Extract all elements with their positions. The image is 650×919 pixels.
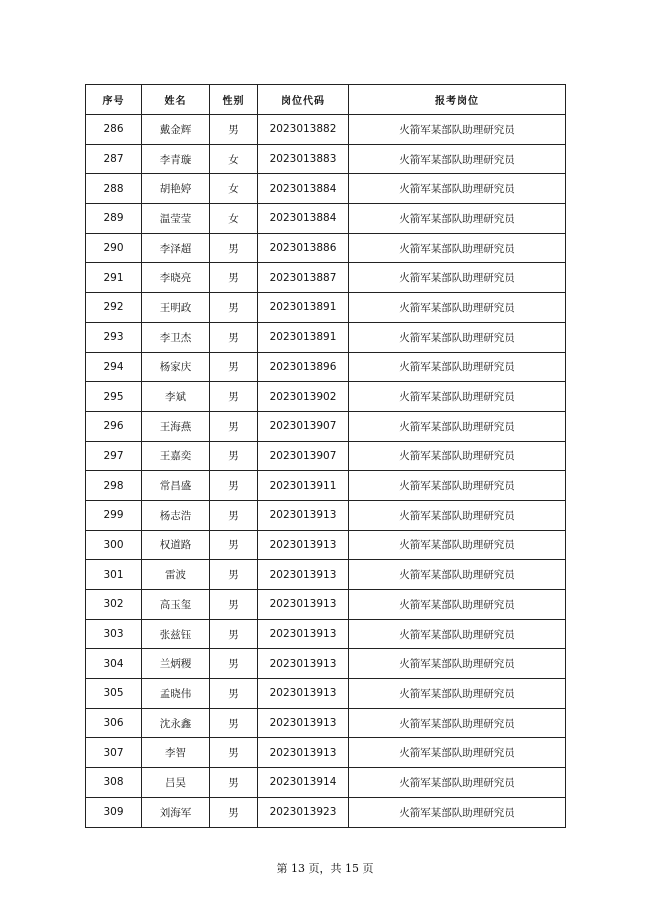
cell-name: 王嘉奕 xyxy=(142,441,210,471)
cell-index: 308 xyxy=(86,768,142,798)
cell-gender: 男 xyxy=(210,768,258,798)
cell-post: 火箭军某部队助理研究员 xyxy=(349,174,566,204)
cell-post-code: 2023013913 xyxy=(258,708,349,738)
cell-post-code: 2023013902 xyxy=(258,382,349,412)
table-row xyxy=(86,204,566,234)
cell-post: 火箭军某部队助理研究员 xyxy=(349,233,566,263)
cell-index: 295 xyxy=(86,382,142,412)
cell-gender: 男 xyxy=(210,352,258,382)
cell-gender: 女 xyxy=(210,174,258,204)
cell-post: 火箭军某部队助理研究员 xyxy=(349,500,566,530)
table-row xyxy=(86,738,566,768)
cell-post: 火箭军某部队助理研究员 xyxy=(349,590,566,620)
cell-name: 李卫杰 xyxy=(142,322,210,352)
cell-post-code: 2023013907 xyxy=(258,441,349,471)
cell-name: 沈永鑫 xyxy=(142,708,210,738)
cell-post-code: 2023013883 xyxy=(258,144,349,174)
table-row xyxy=(86,411,566,441)
cell-gender: 男 xyxy=(210,500,258,530)
cell-index: 294 xyxy=(86,352,142,382)
table-row xyxy=(86,382,566,412)
cell-index: 304 xyxy=(86,649,142,679)
cell-name: 杨志浩 xyxy=(142,500,210,530)
cell-name: 李斌 xyxy=(142,382,210,412)
cell-post-code: 2023013913 xyxy=(258,679,349,709)
cell-gender: 女 xyxy=(210,204,258,234)
cell-gender: 男 xyxy=(210,619,258,649)
cell-post: 火箭军某部队助理研究员 xyxy=(349,263,566,293)
cell-post-code: 2023013913 xyxy=(258,560,349,590)
cell-name: 胡艳婷 xyxy=(142,174,210,204)
cell-name: 孟晓伟 xyxy=(142,679,210,709)
cell-post: 火箭军某部队助理研究员 xyxy=(349,204,566,234)
cell-gender: 男 xyxy=(210,530,258,560)
cell-post-code: 2023013891 xyxy=(258,293,349,323)
cell-post-code: 2023013884 xyxy=(258,204,349,234)
cell-index: 302 xyxy=(86,590,142,620)
cell-index: 307 xyxy=(86,738,142,768)
cell-gender: 男 xyxy=(210,115,258,145)
table-row xyxy=(86,649,566,679)
table-header-row xyxy=(86,85,566,115)
cell-gender: 男 xyxy=(210,560,258,590)
cell-post: 火箭军某部队助理研究员 xyxy=(349,797,566,827)
cell-gender: 男 xyxy=(210,471,258,501)
cell-index: 300 xyxy=(86,530,142,560)
cell-post: 火箭军某部队助理研究员 xyxy=(349,293,566,323)
cell-name: 张兹钰 xyxy=(142,619,210,649)
cell-index: 303 xyxy=(86,619,142,649)
table-row xyxy=(86,441,566,471)
cell-post-code: 2023013913 xyxy=(258,738,349,768)
cell-name: 温莹莹 xyxy=(142,204,210,234)
cell-post: 火箭军某部队助理研究员 xyxy=(349,560,566,590)
cell-post: 火箭军某部队助理研究员 xyxy=(349,115,566,145)
cell-post-code: 2023013913 xyxy=(258,500,349,530)
cell-gender: 男 xyxy=(210,649,258,679)
table-row xyxy=(86,530,566,560)
cell-post-code: 2023013896 xyxy=(258,352,349,382)
table-row xyxy=(86,797,566,827)
cell-post: 火箭军某部队助理研究员 xyxy=(349,649,566,679)
table-row xyxy=(86,115,566,145)
table-row xyxy=(86,560,566,590)
cell-name: 王海燕 xyxy=(142,411,210,441)
cell-name: 李晓亮 xyxy=(142,263,210,293)
cell-post: 火箭军某部队助理研究员 xyxy=(349,144,566,174)
cell-index: 306 xyxy=(86,708,142,738)
cell-post-code: 2023013913 xyxy=(258,590,349,620)
header-index: 序号 xyxy=(86,85,142,115)
cell-name: 雷波 xyxy=(142,560,210,590)
header-name: 姓名 xyxy=(142,85,210,115)
cell-post: 火箭军某部队助理研究员 xyxy=(349,708,566,738)
cell-name: 李智 xyxy=(142,738,210,768)
cell-post-code: 2023013884 xyxy=(258,174,349,204)
cell-gender: 男 xyxy=(210,293,258,323)
cell-index: 287 xyxy=(86,144,142,174)
cell-post-code: 2023013923 xyxy=(258,797,349,827)
table-row xyxy=(86,708,566,738)
cell-post: 火箭军某部队助理研究员 xyxy=(349,768,566,798)
cell-index: 290 xyxy=(86,233,142,263)
table-row xyxy=(86,263,566,293)
cell-post-code: 2023013891 xyxy=(258,322,349,352)
cell-gender: 女 xyxy=(210,144,258,174)
cell-gender: 男 xyxy=(210,738,258,768)
cell-index: 299 xyxy=(86,500,142,530)
cell-post: 火箭军某部队助理研究员 xyxy=(349,322,566,352)
cell-index: 288 xyxy=(86,174,142,204)
cell-name: 杨家庆 xyxy=(142,352,210,382)
cell-name: 兰炳稷 xyxy=(142,649,210,679)
cell-gender: 男 xyxy=(210,708,258,738)
cell-index: 293 xyxy=(86,322,142,352)
table-row xyxy=(86,144,566,174)
cell-post-code: 2023013913 xyxy=(258,530,349,560)
cell-index: 291 xyxy=(86,263,142,293)
cell-index: 292 xyxy=(86,293,142,323)
cell-gender: 男 xyxy=(210,590,258,620)
cell-post: 火箭军某部队助理研究员 xyxy=(349,738,566,768)
candidate-table xyxy=(85,84,566,828)
cell-post: 火箭军某部队助理研究员 xyxy=(349,619,566,649)
cell-post: 火箭军某部队助理研究员 xyxy=(349,382,566,412)
cell-gender: 男 xyxy=(210,322,258,352)
cell-index: 305 xyxy=(86,679,142,709)
table-row xyxy=(86,590,566,620)
cell-index: 297 xyxy=(86,441,142,471)
table-row xyxy=(86,679,566,709)
cell-post: 火箭军某部队助理研究员 xyxy=(349,411,566,441)
table-row xyxy=(86,174,566,204)
cell-name: 王明政 xyxy=(142,293,210,323)
cell-index: 298 xyxy=(86,471,142,501)
header-post-code: 岗位代码 xyxy=(258,85,349,115)
cell-post-code: 2023013911 xyxy=(258,471,349,501)
cell-gender: 男 xyxy=(210,263,258,293)
cell-post: 火箭军某部队助理研究员 xyxy=(349,352,566,382)
cell-index: 286 xyxy=(86,115,142,145)
cell-name: 戴金辉 xyxy=(142,115,210,145)
cell-post: 火箭军某部队助理研究员 xyxy=(349,679,566,709)
cell-name: 权道路 xyxy=(142,530,210,560)
table-row xyxy=(86,293,566,323)
cell-index: 309 xyxy=(86,797,142,827)
cell-post: 火箭军某部队助理研究员 xyxy=(349,471,566,501)
cell-gender: 男 xyxy=(210,679,258,709)
cell-post-code: 2023013886 xyxy=(258,233,349,263)
cell-name: 李青璇 xyxy=(142,144,210,174)
table-row xyxy=(86,471,566,501)
cell-post-code: 2023013914 xyxy=(258,768,349,798)
header-post: 报考岗位 xyxy=(349,85,566,115)
cell-gender: 男 xyxy=(210,382,258,412)
cell-index: 301 xyxy=(86,560,142,590)
table-row xyxy=(86,768,566,798)
cell-gender: 男 xyxy=(210,441,258,471)
cell-name: 常昌盛 xyxy=(142,471,210,501)
cell-post-code: 2023013887 xyxy=(258,263,349,293)
cell-name: 刘海军 xyxy=(142,797,210,827)
cell-name: 吕昊 xyxy=(142,768,210,798)
cell-gender: 男 xyxy=(210,411,258,441)
table-row xyxy=(86,352,566,382)
table-row xyxy=(86,619,566,649)
cell-post-code: 2023013913 xyxy=(258,619,349,649)
cell-post: 火箭军某部队助理研究员 xyxy=(349,530,566,560)
page-number: 第 13 页，共 15 页 xyxy=(276,862,374,875)
cell-post-code: 2023013913 xyxy=(258,649,349,679)
cell-name: 高玉玺 xyxy=(142,590,210,620)
cell-gender: 男 xyxy=(210,797,258,827)
table-row xyxy=(86,233,566,263)
cell-post: 火箭军某部队助理研究员 xyxy=(349,441,566,471)
cell-index: 296 xyxy=(86,411,142,441)
cell-gender: 男 xyxy=(210,233,258,263)
table-row xyxy=(86,500,566,530)
cell-index: 289 xyxy=(86,204,142,234)
table-body xyxy=(86,115,566,828)
table-row xyxy=(86,322,566,352)
cell-name: 李泽超 xyxy=(142,233,210,263)
cell-post-code: 2023013907 xyxy=(258,411,349,441)
header-gender: 性别 xyxy=(210,85,258,115)
cell-post-code: 2023013882 xyxy=(258,115,349,145)
